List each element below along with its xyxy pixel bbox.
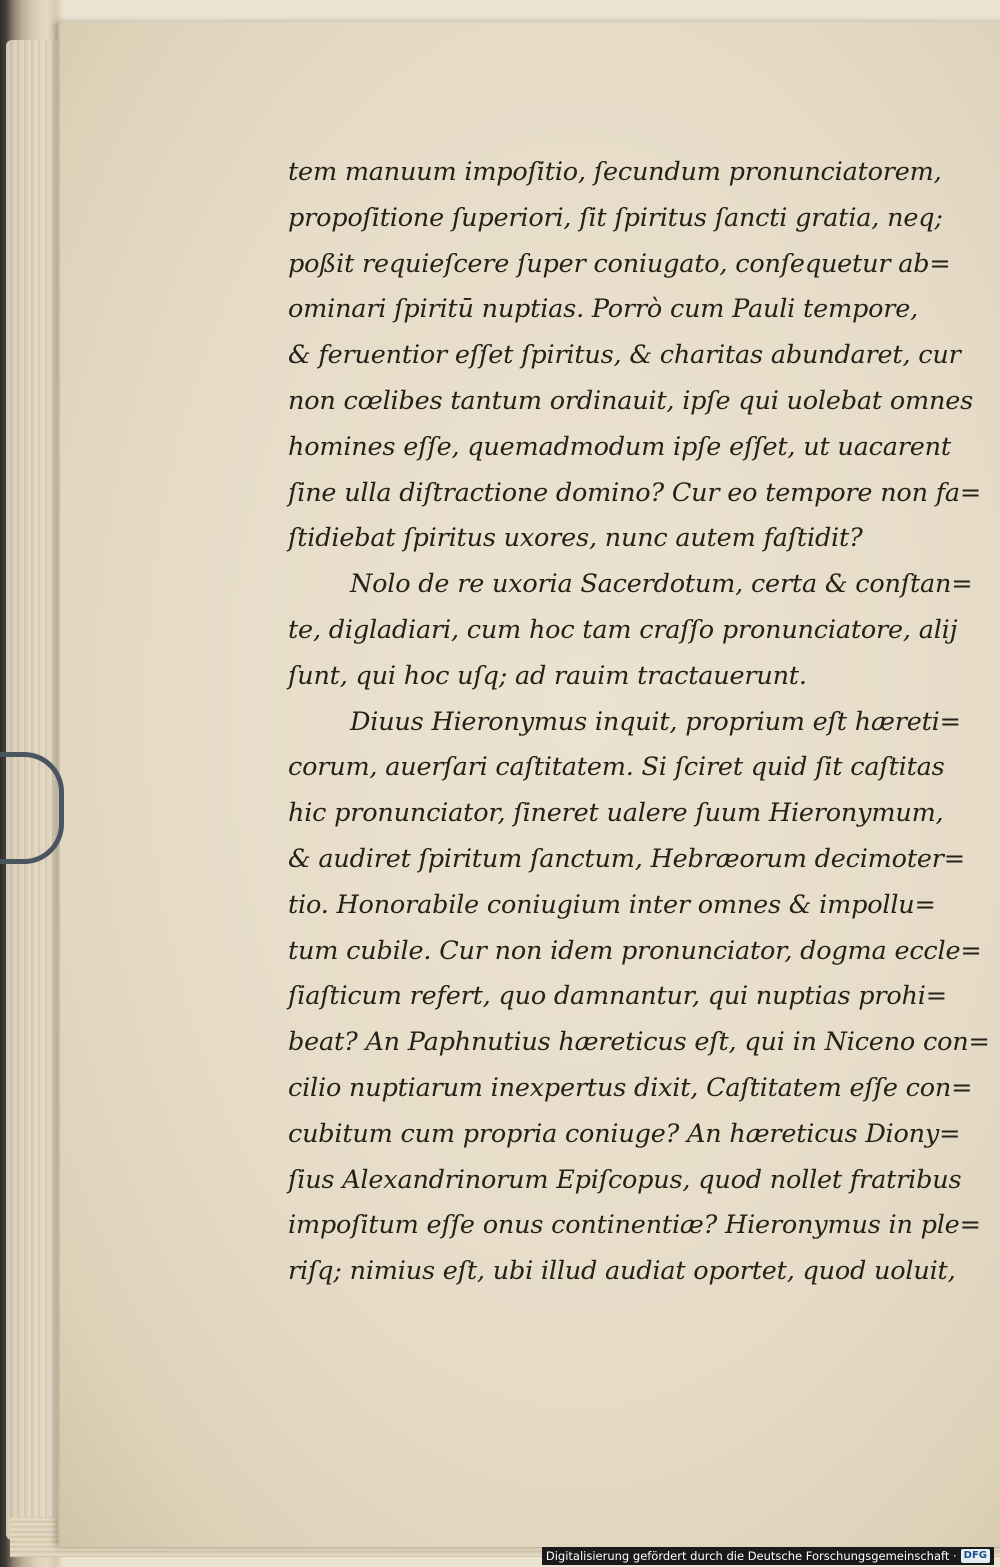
- text-line: ſunt, qui hoc uſq; ad rauim tractauerunt.: [288, 660, 807, 691]
- text-line: poßit requieſcere ſuper coniugato, conſequetur ab=: [288, 248, 951, 279]
- page-clip: [0, 752, 64, 864]
- text-line: ominari ſpiritū nuptias. Porrò cum Pauli tempore,: [288, 294, 919, 325]
- text-line: non cœlibes tantum ordinauit, ipſe qui uolebat omnes: [288, 385, 973, 416]
- text-line: te, digladiari, cum hoc tam craſſo pronunciatore, alij: [288, 614, 958, 645]
- text-line: ſine ulla diſtractione domino? Cur eo tempore non fa=: [288, 477, 982, 508]
- dfg-logo: DFG: [961, 1549, 990, 1563]
- paragraph-start-line: Diuus Hieronymus inquit, proprium eſt hæreti=: [350, 706, 961, 737]
- page-text: [288, 150, 990, 1295]
- text-line: & audiret ſpiritum ſanctum, Hebræorum decimoter=: [288, 843, 965, 874]
- text-line: impoſitum eſſe onus continentiæ? Hieronymus in ple=: [288, 1210, 981, 1241]
- text-line: & feruentior eſſet ſpiritus, & charitas abundaret, cur: [288, 340, 961, 371]
- text-line: cubitum cum propria coniuge? An hæreticus Diony=: [288, 1118, 961, 1149]
- digitization-credit: [542, 1547, 994, 1565]
- text-line: beat? An Paphnutius hæreticus eſt, qui in Niceno con=: [288, 1027, 990, 1058]
- text-line: propoſitione ſuperiori, ſit ſpiritus ſancti gratia, neq;: [288, 202, 943, 233]
- text-line: homines eſſe, quemadmodum ipſe eſſet, ut uacarent: [288, 431, 951, 462]
- text-line: corum, auerſari caſtitatem. Si ſciret quid ſit caſtitas: [288, 752, 945, 783]
- text-line: tum cubile. Cur non idem pronunciator, dogma eccle=: [288, 935, 982, 966]
- paragraph-start-line: Nolo de re uxoria Sacerdotum, certa & conſtan=: [350, 569, 973, 600]
- text-line: hic pronunciator, ſineret ualere ſuum Hieronymum,: [288, 798, 944, 829]
- text-line: riſq; nimius eſt, ubi illud audiat oportet, quod uoluit,: [288, 1256, 956, 1287]
- text-line: cilio nuptiarum inexpertus dixit, Caſtitatem eſſe con=: [288, 1072, 973, 1103]
- text-line: tem manuum impoſitio, ſecundum pronunciatorem,: [288, 157, 942, 187]
- text-line: ſius Alexandrinorum Epiſcopus, quod nollet fratribus: [288, 1164, 962, 1195]
- text-line: ſiaſticum refert, quo damnantur, qui nuptias prohi=: [288, 981, 947, 1012]
- credit-text: Digitalisierung gefördert durch die Deutsche Forschungsgemeinschaft ·: [545, 1549, 957, 1563]
- text-line: ſtidiebat ſpiritus uxores, nunc autem faſtidit?: [288, 523, 863, 554]
- text-line: tio. Honorabile coniugium inter omnes & impollu=: [288, 889, 936, 920]
